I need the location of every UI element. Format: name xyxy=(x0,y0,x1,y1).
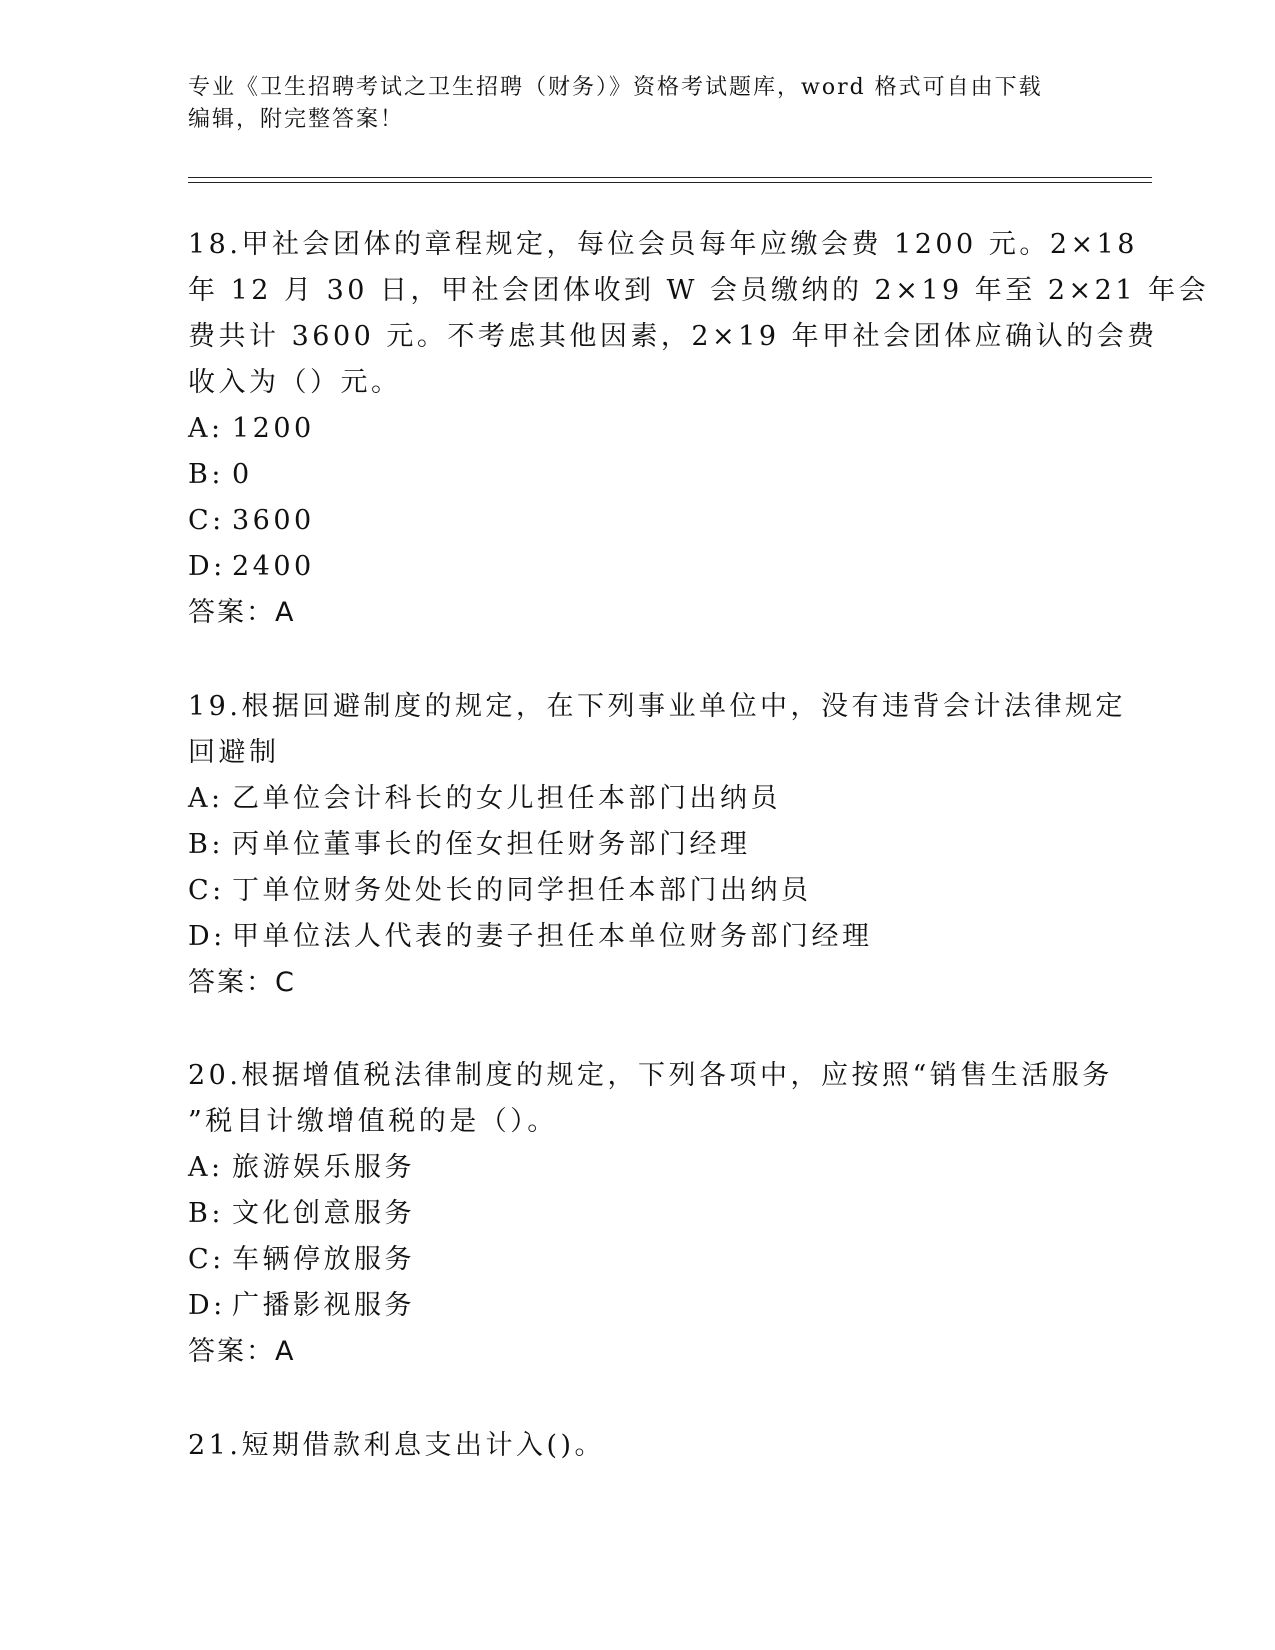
option-letter: D: xyxy=(188,921,226,952)
option-text: 1200 xyxy=(232,413,315,444)
option-text: 2400 xyxy=(232,551,315,582)
option-c xyxy=(188,1237,1088,1283)
option-letter: C: xyxy=(188,505,225,536)
option-b xyxy=(188,452,1088,498)
document-header xyxy=(188,72,1068,136)
option-text: 丁单位财务处处长的同学担任本部门出纳员 xyxy=(232,875,812,906)
option-text: 甲单位法人代表的妻子担任本单位财务部门经理 xyxy=(232,921,873,952)
option-letter: B: xyxy=(188,829,224,860)
question-20 xyxy=(188,1053,1113,1375)
option-letter: A: xyxy=(188,783,224,814)
option-letter: C: xyxy=(188,1244,225,1275)
question-stem-line: 21.短期借款利息支出计入()。 xyxy=(188,1430,606,1461)
header-line-1: 专业《卫生招聘考试之卫生招聘（财务）》资格考试题库，word 格式可自由下载 xyxy=(188,75,1043,100)
option-letter: D: xyxy=(188,1290,226,1321)
option-text: 文化创意服务 xyxy=(232,1198,415,1229)
option-a xyxy=(188,776,1088,822)
option-text: 旅游娱乐服务 xyxy=(232,1152,415,1183)
option-letter: C: xyxy=(188,875,225,906)
question-stem-line: 19.根据回避制度的规定，在下列事业单位中，没有违背会计法律规定 xyxy=(188,691,1126,722)
option-d xyxy=(188,914,1088,960)
option-c xyxy=(188,868,1088,914)
option-text: 丙单位董事长的侄女担任财务部门经理 xyxy=(232,829,751,860)
question-stem-line: ”税目计缴增值税的是（）。 xyxy=(188,1106,558,1137)
option-text: 车辆停放服务 xyxy=(232,1244,415,1275)
question-stem-line: 回避制 xyxy=(188,737,280,768)
question-21 xyxy=(188,1423,1088,1469)
answer-label: 答案：C xyxy=(188,967,296,998)
option-letter: D: xyxy=(188,551,226,582)
question-stem-line: 年 12 月 30 日，甲社会团体收到 W 会员缴纳的 2×19 年至 2×21 年会 xyxy=(188,275,1210,306)
option-letter: B: xyxy=(188,1198,224,1229)
question-stem-line: 费共计 3600 元。不考虑其他因素，2×19 年甲社会团体应确认的会费 xyxy=(188,321,1158,352)
question-18 xyxy=(188,222,1210,636)
answer-label: 答案：A xyxy=(188,1336,296,1367)
question-stem-line: 收入为（）元。 xyxy=(188,367,402,398)
option-text: 3600 xyxy=(232,505,315,536)
header-line-2: 编辑，附完整答案！ xyxy=(188,107,405,132)
option-b xyxy=(188,822,1088,868)
option-d xyxy=(188,1283,1088,1329)
question-stem-line: 18.甲社会团体的章程规定，每位会员每年应缴会费 1200 元。2×18 xyxy=(188,229,1138,260)
option-letter: A: xyxy=(188,1152,224,1183)
option-a xyxy=(188,406,1088,452)
option-text: 乙单位会计科长的女儿担任本部门出纳员 xyxy=(232,783,781,814)
question-19 xyxy=(188,684,1126,1006)
option-d xyxy=(188,544,1088,590)
option-letter: A: xyxy=(188,413,224,444)
option-text: 0 xyxy=(232,459,253,490)
option-letter: B: xyxy=(188,459,224,490)
option-a xyxy=(188,1145,1088,1191)
option-c xyxy=(188,498,1088,544)
header-divider-bottom xyxy=(188,182,1152,183)
header-divider-top xyxy=(188,177,1152,178)
option-b xyxy=(188,1191,1088,1237)
option-text: 广播影视服务 xyxy=(232,1290,415,1321)
answer-label: 答案：A xyxy=(188,597,296,628)
question-stem-line: 20.根据增值税法律制度的规定，下列各项中，应按照“销售生活服务 xyxy=(188,1060,1113,1091)
